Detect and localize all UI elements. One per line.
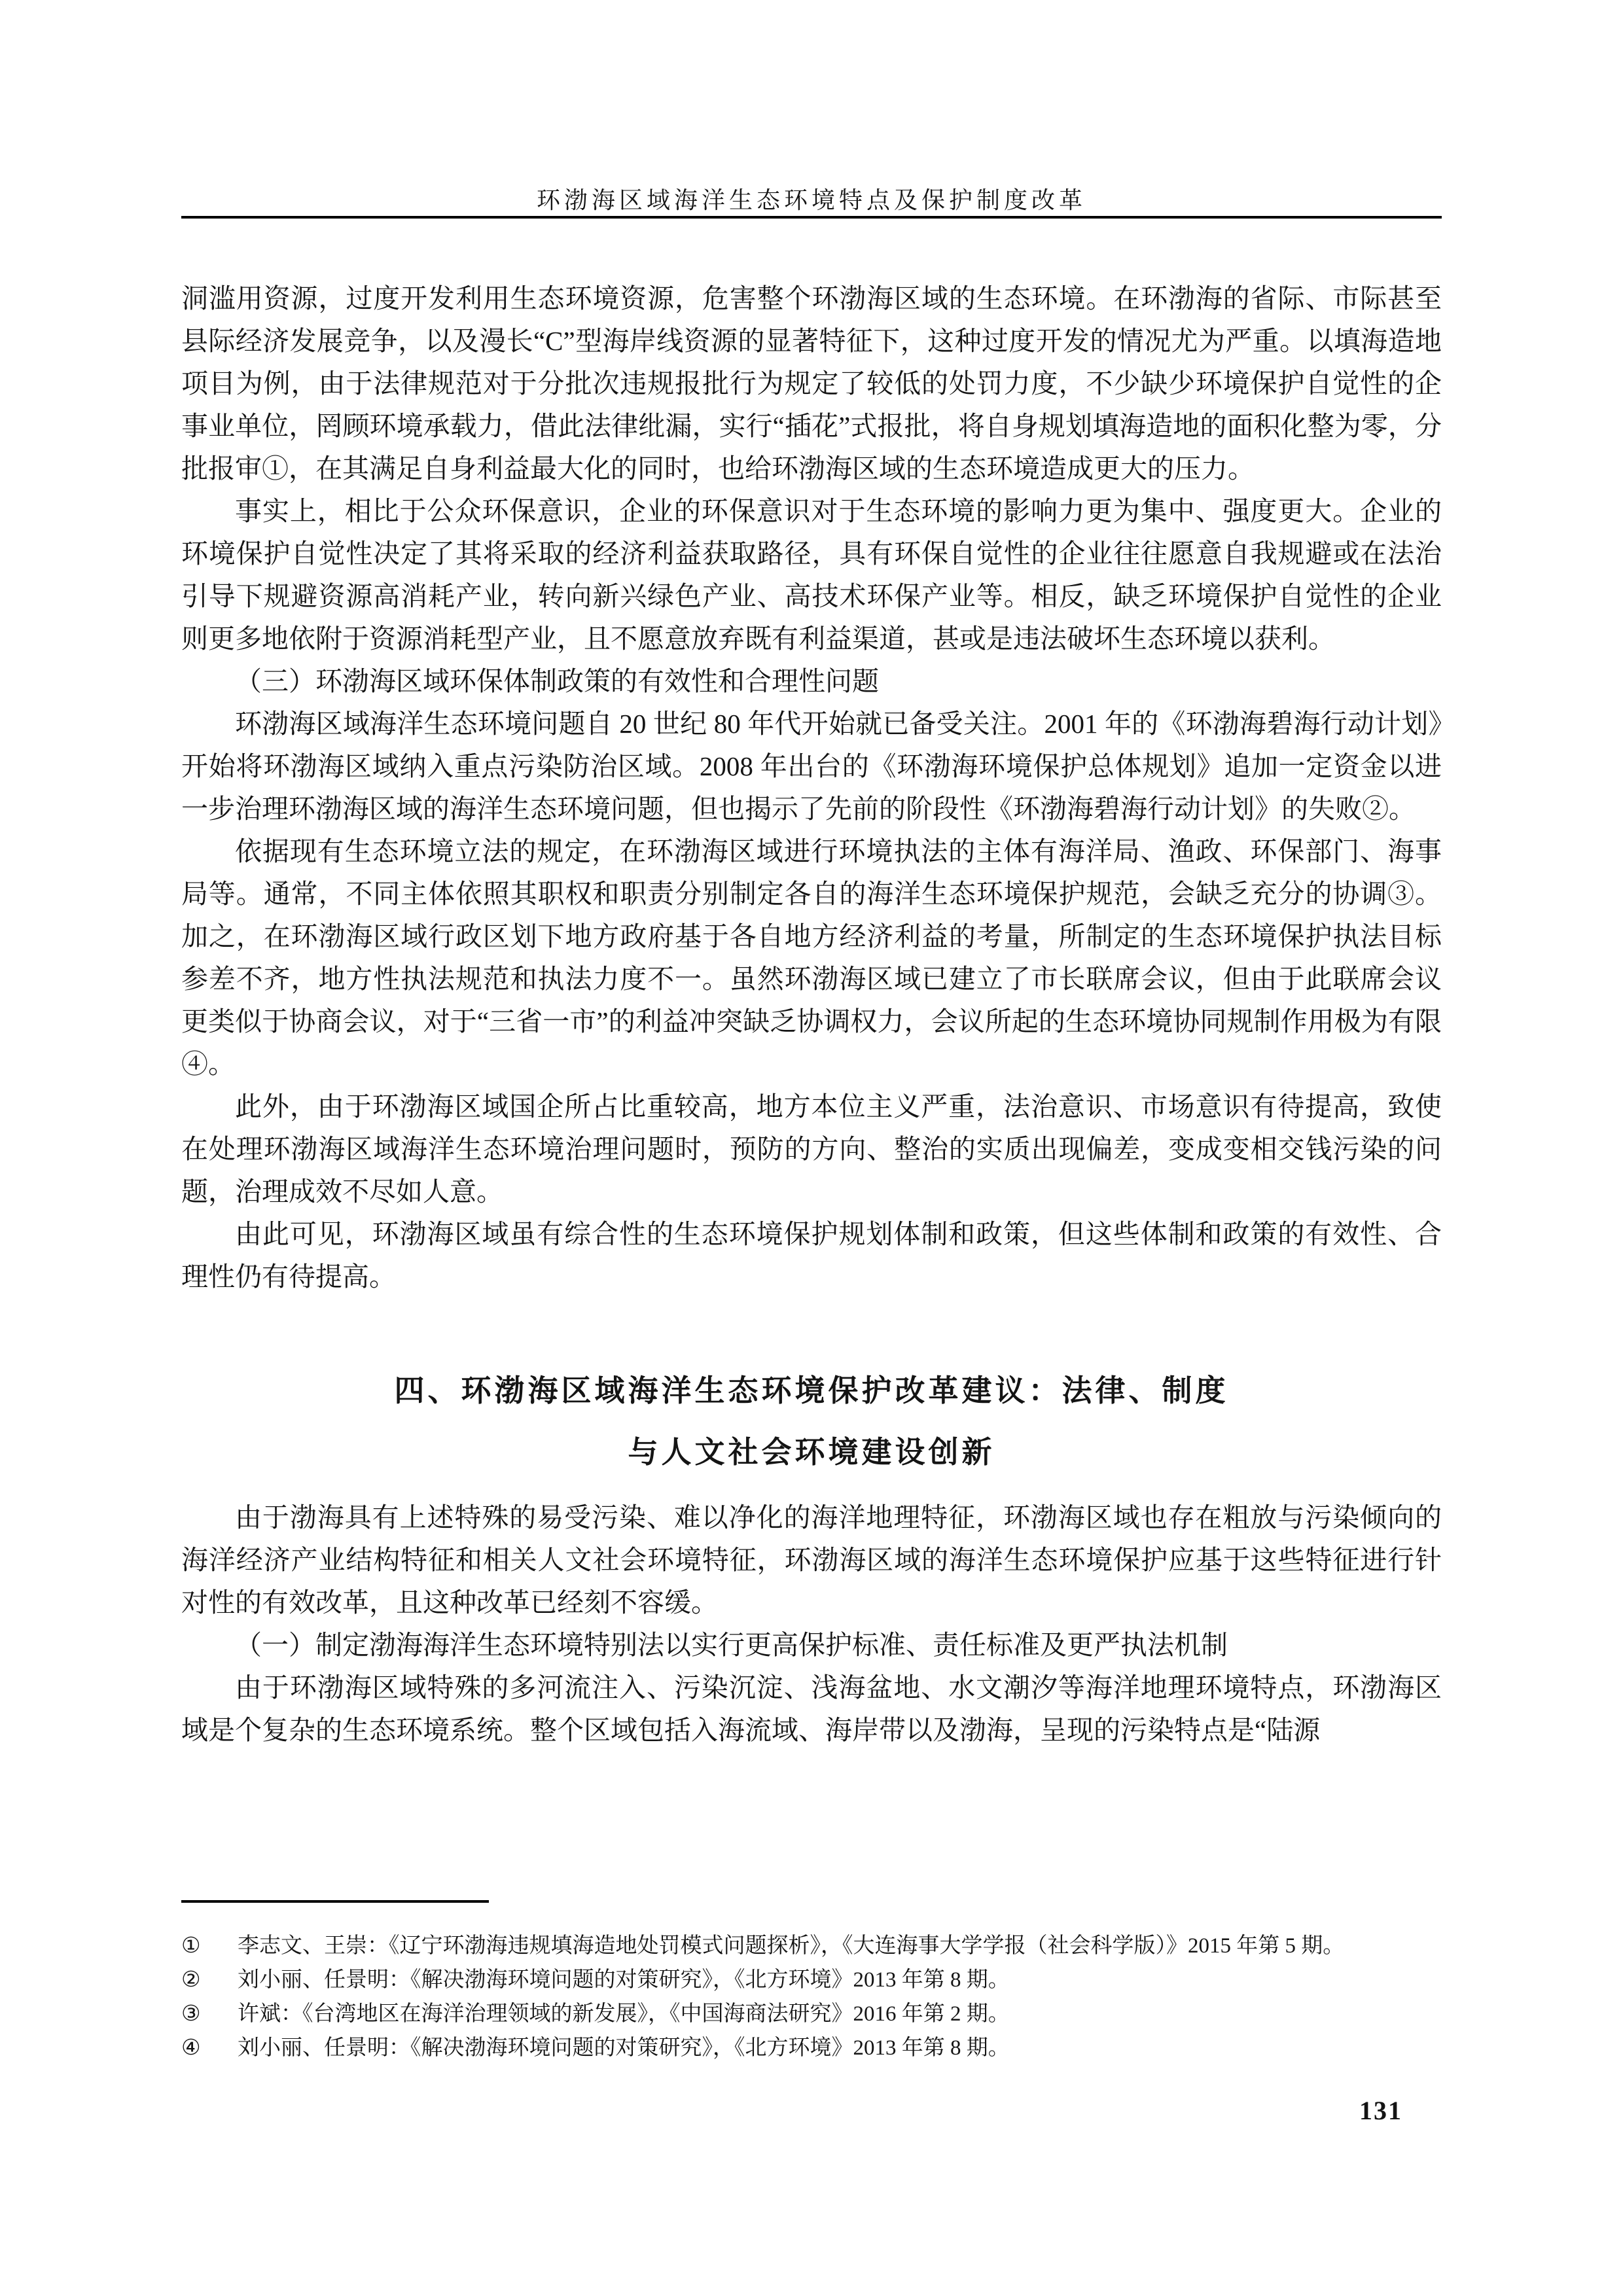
- paragraph: 由于渤海具有上述特殊的易受污染、难以净化的海洋地理特征，环渤海区域也存在粗放与污染倾向的海洋经济产业结构特征和相关人文社会环境特征，环渤海区域的海洋生态环境保护应基于这些特征进行针对性的有效改革，且这种改革已经刻不容缓。: [181, 1502, 1442, 1617]
- footnote-text: 刘小丽、任景明：《解决渤海环境问题的对策研究》，《北方环境》2013 年第 8 期。: [238, 1968, 1010, 1992]
- section-heading-line-2: 与人文社会环境建设创新: [628, 1436, 995, 1469]
- running-head-title: 环渤海区域海洋生态环境特点及保护制度改革: [536, 187, 1086, 213]
- footnote-text: 许斌：《台湾地区在海洋治理领域的新发展》，《中国海商法研究》2016 年第 2 期。: [238, 2002, 1010, 2026]
- subsection-heading-3: （三）环渤海区域环保体制政策的有效性和合理性问题: [235, 666, 879, 696]
- footnote-item: [181, 2031, 1442, 2065]
- paragraph: 环渤海区域海洋生态环境问题自 20 世纪 80 年代开始就已备受关注。2001 年的《环渤海碧海行动计划》开始将环渤海区域纳入重点污染防治区域。2008 年出台的《环渤海环境保护总体规划》追加一定资金以进一步治理环渤海区域的海洋生态环境问题，但也揭示了先前的阶段性《环渤海碧海行动计划》的失败②。: [181, 709, 1442, 824]
- paragraph: 事实上，相比于公众环保意识，企业的环保意识对于生态环境的影响力更为集中、强度更大。企业的环境保护自觉性决定了其将采取的经济利益获取路径，具有环保自觉性的企业往往愿意自我规避或在法治引导下规避资源高消耗产业，转向新兴绿色产业、高技术环保产业等。相反，缺乏环境保护自觉性的企业则更多地依附于资源消耗型产业，且不愿意放弃既有利益渠道，甚或是违法破坏生态环境以获利。: [181, 496, 1442, 654]
- paragraph: 由此可见，环渤海区域虽有综合性的生态环境保护规划体制和政策，但这些体制和政策的有效性、合理性仍有待提高。: [181, 1219, 1442, 1292]
- section-heading-4: [181, 1360, 1442, 1483]
- footnote-separator-rule: [181, 1900, 489, 1903]
- footnote-marker: ①: [181, 1934, 201, 1958]
- footnote-marker: ③: [181, 2002, 201, 2026]
- header-rule: [181, 216, 1442, 219]
- footnotes-block: [181, 1900, 1442, 2065]
- page-number: 131: [1359, 2096, 1402, 2125]
- footnote-text: 李志文、王崇：《辽宁环渤海违规填海造地处罚模式问题探析》，《大连海事大学学报（社会科学版）》2015 年第 5 期。: [238, 1934, 1345, 1958]
- section-heading-line-1: 四、环渤海区域海洋生态环境保护改革建议：法律、制度: [394, 1374, 1229, 1407]
- footnote-marker: ④: [181, 2036, 201, 2060]
- footnote-item: [181, 1929, 1442, 1963]
- paragraph-continuation: 洞滥用资源，过度开发利用生态环境资源，危害整个环渤海区域的生态环境。在环渤海的省际、市际甚至县际经济发展竞争，以及漫长“C”型海岸线资源的显著特征下，这种过度开发的情况尤为严重。以填海造地项目为例，由于法律规范对于分批次违规报批行为规定了较低的处罚力度，不少缺少环境保护自觉性的企事业单位，罔顾环境承载力，借此法律纰漏，实行“插花”式报批，将自身规划填海造地的面积化整为零，分批报审①，在其满足自身利益最大化的同时，也给环渤海区域的生态环境造成更大的压力。: [181, 283, 1442, 484]
- footnote-text: 刘小丽、任景明：《解决渤海环境问题的对策研究》，《北方环境》2013 年第 8 期。: [238, 2036, 1010, 2060]
- subsection-heading-1: （一）制定渤海海洋生态环境特别法以实行更高保护标准、责任标准及更严执法机制: [235, 1630, 1228, 1660]
- paragraph: 此外，由于环渤海区域国企所占比重较高，地方本位主义严重，法治意识、市场意识有待提高，致使在处理环渤海区域海洋生态环境治理问题时，预防的方向、整治的实质出现偏差，变成变相交钱污染的问题，治理成效不尽如人意。: [181, 1091, 1442, 1207]
- footnote-item: [181, 1997, 1442, 2031]
- article-body: [181, 277, 1442, 1894]
- paragraph: 依据现有生态环境立法的规定，在环渤海区域进行环境执法的主体有海洋局、渔政、环保部门、海事局等。通常，不同主体依照其职权和职责分别制定各自的海洋生态环境保护规范，会缺乏充分的协调③。加之，在环渤海区域行政区划下地方政府基于各自地方经济利益的考量，所制定的生态环境保护执法目标参差不齐，地方性执法规范和执法力度不一。虽然环渤海区域已建立了市长联席会议，但由于此联席会议更类似于协商会议，对于“三省一市”的利益冲突缺乏协调权力，会议所起的生态环境协同规制作用极为有限④。: [181, 836, 1442, 1079]
- footnote-item: [181, 1963, 1442, 1997]
- paragraph: 由于环渤海区域特殊的多河流注入、污染沉淀、浅海盆地、水文潮汐等海洋地理环境特点，环渤海区域是个复杂的生态环境系统。整个区域包括入海流域、海岸带以及渤海，呈现的污染特点是“陆源: [181, 1672, 1442, 1745]
- footnote-marker: ②: [181, 1968, 201, 1992]
